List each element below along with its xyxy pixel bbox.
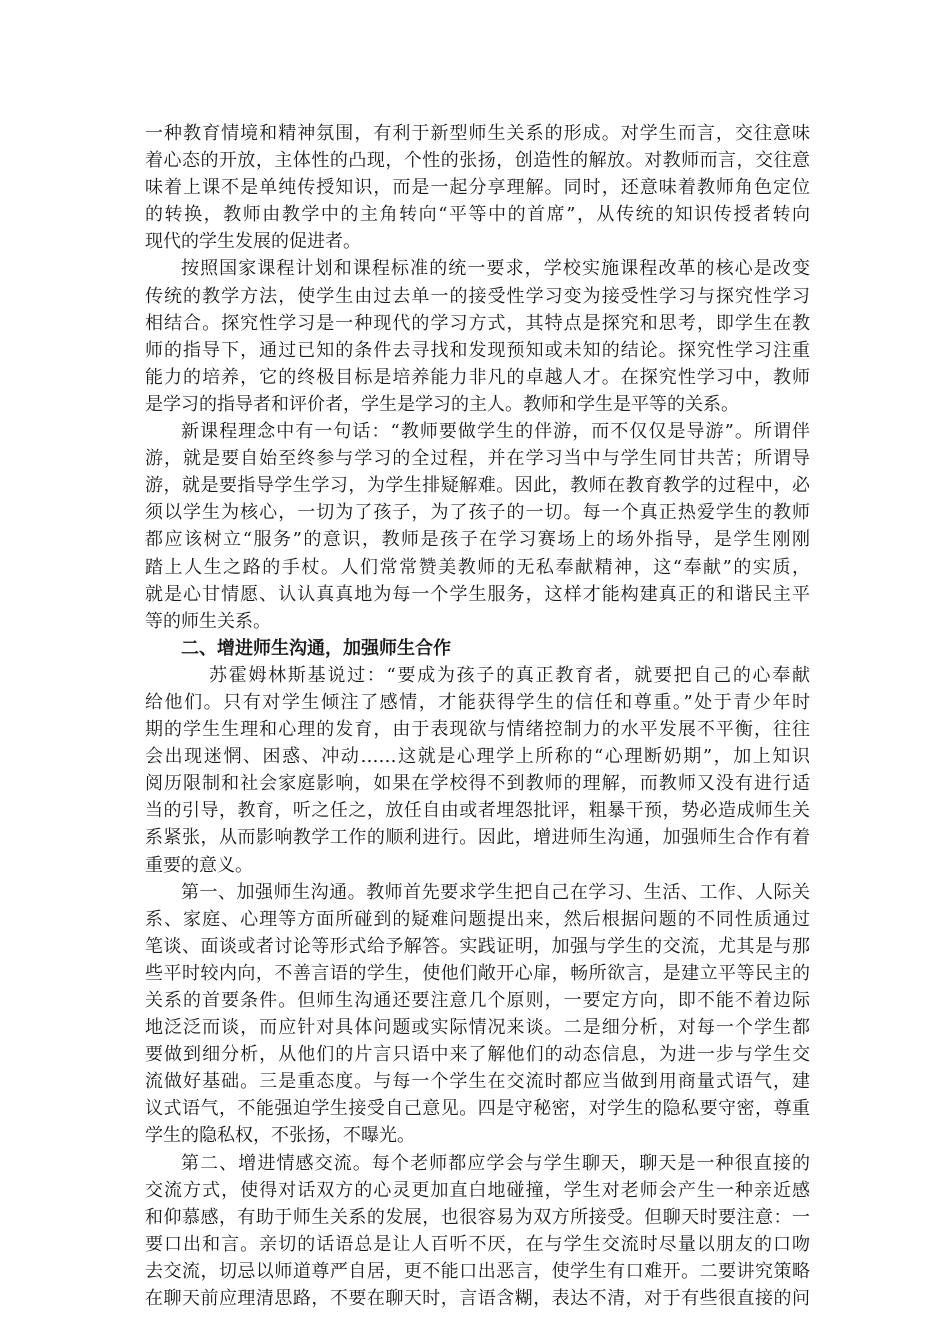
text-line: 第二、增进情感交流。每个老师都应学会与学生聊天，聊天是一种很直接的 (181, 1152, 810, 1174)
text-line: 重要的意义。 (145, 854, 253, 876)
text-line: 去交流，切忌以师道尊严自居，更不能口出恶言，使学生有口难开。二要讲究策略 (145, 1260, 810, 1282)
text-line: 会出现迷惘、困惑、冲动……这就是心理学上所称的“心理断奶期”，加上知识 (145, 746, 810, 768)
text-line: 在聊天前应理清思路，不要在聊天时，言语含糊，表达不清，对于有些很直接的问 (145, 1288, 810, 1310)
text-line: 师的指导下，通过已知的条件去寻找和发现预知或未知的结论。探究性学习注重 (145, 339, 810, 361)
text-line: 着心态的开放，主体性的凸现，个性的张扬，创造性的解放。对教师而言，交往意 (145, 150, 810, 172)
text-line: 能力的培养，它的终极目标是培养能力非凡的卓越人才。在探究性学习中，教师 (145, 366, 810, 388)
text-line: 须以学生为核心，一切为了孩子，为了孩子的一切。每一个真正热爱学生的教师 (145, 502, 810, 524)
text-line: 交流方式，使得对话双方的心灵更加直白地碰撞，学生对老师会产生一种亲近感 (145, 1179, 810, 1201)
text-line: 现代的学生发展的促进者。 (145, 231, 361, 253)
text-line: 相结合。探究性学习是一种现代的学习方式，其特点是探究和思考，即学生在教 (145, 312, 810, 334)
text-line: 的转换，教师由教学中的主角转向“平等中的首席”，从传统的知识传授者转向 (145, 204, 810, 226)
text-line: 都应该树立“服务”的意识，教师是孩子在学习赛场上的场外指导，是学生刚刚 (145, 529, 810, 551)
text-line: 流做好基础。三是重态度。与每一个学生在交流时都应当做到用商量式语气，建 (145, 1071, 810, 1093)
text-line: 和仰慕感，有助于师生关系的发展，也很容易为双方所接受。但聊天时要注意：一 (145, 1206, 810, 1228)
text-line: 味着上课不是单纯传授知识，而是一起分享理解。同时，还意味着教师角色定位 (145, 177, 810, 199)
text-line: 笔谈、面谈或者讨论等形式给予解答。实践证明，加强与学生的交流，尤其是与那 (145, 935, 810, 957)
text-line: 按照国家课程计划和课程标准的统一要求，学校实施课程改革的核心是改变 (181, 258, 810, 280)
text-line: 给他们。只有对学生倾注了感情，才能获得学生的信任和尊重。”处于青少年时 (145, 691, 810, 713)
text-line: 一种教育情境和精神氛围，有利于新型师生关系的形成。对学生而言，交往意味 (145, 123, 810, 144)
text-line: 就是心甘情愿、认认真真地为每一个学生服务，这样才能构建真正的和谐民主平 (145, 583, 810, 605)
text-line: 阅历限制和社会家庭影响，如果在学校得不到教师的理解，而教师又没有进行适 (145, 773, 810, 795)
text-line: 要口出和言。亲切的话语总是让人百听不厌，在与学生交流时尽量以朋友的口吻 (145, 1233, 810, 1255)
text-line: 踏上人生之路的手杖。人们常常赞美教师的无私奉献精神，这“奉献”的实质， (145, 556, 810, 578)
text-line: 游，就是要自始至终参与学习的全过程，并在学习当中与学生同甘共苦；所谓导 (145, 448, 810, 470)
document-page (145, 120, 810, 1312)
text-line: 传统的教学方法，使学生由过去单一的接受性学习变为接受性学习与探究性学习 (145, 285, 810, 307)
text-line: 地泛泛而谈，而应针对具体问题或实际情况来谈。二是细分析，对每一个学生都 (145, 1017, 810, 1039)
text-line: 第一、加强师生沟通。教师首先要求学生把自己在学习、生活、工作、人际关 (181, 881, 810, 903)
text-line: 游，就是要指导学生学习，为学生排疑解难。因此，教师在教育教学的过程中，必 (145, 475, 810, 497)
text-line: 当的引导，教育，听之任之，放任自由或者埋怨批评，粗暴干预，势必造成师生关 (145, 800, 810, 822)
text-line: 议式语气，不能强迫学生接受自己意见。四是守秘密，对学生的隐私要守密，尊重 (145, 1098, 810, 1120)
section-heading: 二、增进师生沟通，加强师生合作 (181, 637, 451, 659)
text-line: 要做到细分析，从他们的片言只语中来了解他们的动态信息，为进一步与学生交 (145, 1044, 810, 1066)
text-line: 新课程理念中有一句话：“教师要做学生的伴游，而不仅仅是导游”。所谓伴 (181, 421, 810, 443)
text-line: 关系的首要条件。但师生沟通还要注意几个原则，一要定方向，即不能不着边际 (145, 990, 810, 1011)
text-line: 期的学生生理和心理的发育，由于表现欲与情绪控制力的水平发展不平衡，往往 (145, 719, 810, 741)
text-line: 等的师生关系。 (145, 610, 271, 632)
text-line: 些平时较内向，不善言语的学生，使他们敞开心扉，畅所欲言，是建立平等民主的 (145, 962, 810, 984)
text-line: 系、家庭、心理等方面所碰到的疑难问题提出来，然后根据问题的不同性质通过 (145, 908, 810, 930)
text-line: 学生的隐私权，不张扬，不曝光。 (145, 1125, 415, 1147)
text-line: 系紧张，从而影响教学工作的顺利进行。因此，增进师生沟通，加强师生合作有着 (145, 827, 810, 849)
text-line: 苏霍姆林斯基说过：“要成为孩子的真正教育者，就要把自己的心奉献 (209, 664, 810, 686)
text-line: 是学习的指导者和评价者，学生是学习的主人。教师和学生是平等的关系。 (145, 393, 739, 415)
